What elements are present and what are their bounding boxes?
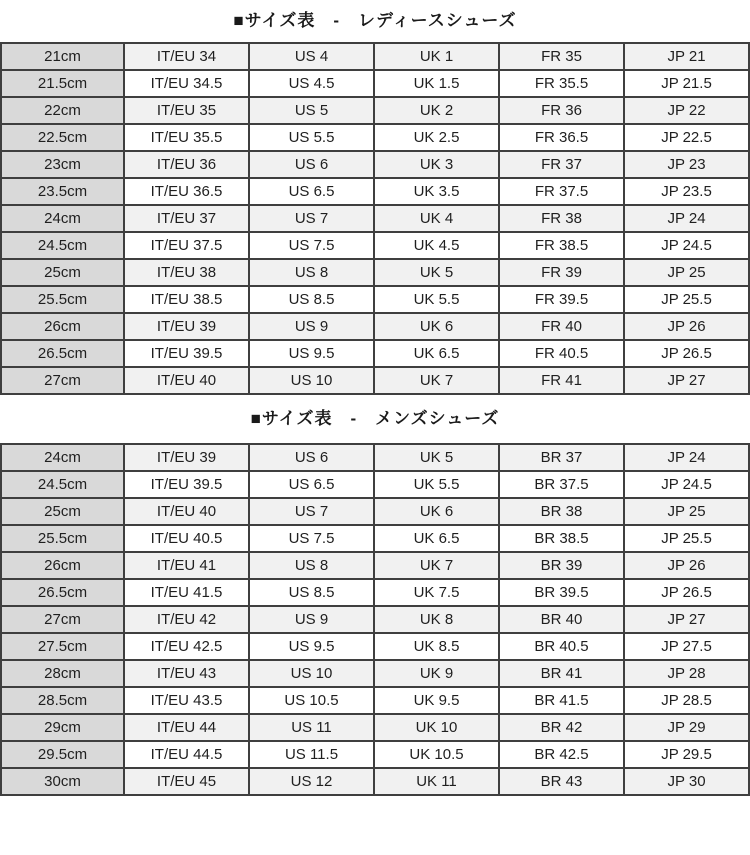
size-it-eu-cell: IT/EU 41.5 [124, 579, 249, 606]
size-us-cell: US 9.5 [249, 340, 374, 367]
size-cm-cell: 22cm [1, 97, 124, 124]
ladies-size-table [0, 42, 750, 395]
size-fr-br-cell: BR 38.5 [499, 525, 624, 552]
size-it-eu-cell: IT/EU 40.5 [124, 525, 249, 552]
size-uk-cell: UK 5 [374, 444, 499, 471]
size-fr-br-cell: BR 38 [499, 498, 624, 525]
size-jp-cell: JP 26.5 [624, 340, 749, 367]
size-it-eu-cell: IT/EU 34 [124, 43, 249, 70]
size-it-eu-cell: IT/EU 42 [124, 606, 249, 633]
size-uk-cell: UK 6 [374, 313, 499, 340]
size-it-eu-cell: IT/EU 45 [124, 768, 249, 795]
size-uk-cell: UK 7 [374, 552, 499, 579]
size-fr-br-cell: BR 42.5 [499, 741, 624, 768]
size-uk-cell: UK 8 [374, 606, 499, 633]
size-jp-cell: JP 25 [624, 259, 749, 286]
mens-size-section [0, 395, 750, 796]
size-it-eu-cell: IT/EU 39 [124, 444, 249, 471]
size-jp-cell: JP 27 [624, 367, 749, 394]
size-uk-cell: UK 2.5 [374, 124, 499, 151]
size-cm-cell: 27cm [1, 606, 124, 633]
size-cm-cell: 30cm [1, 768, 124, 795]
size-cm-cell: 29.5cm [1, 741, 124, 768]
size-us-cell: US 4 [249, 43, 374, 70]
size-cm-cell: 23cm [1, 151, 124, 178]
size-it-eu-cell: IT/EU 40 [124, 367, 249, 394]
size-us-cell: US 8.5 [249, 579, 374, 606]
size-uk-cell: UK 2 [374, 97, 499, 124]
size-jp-cell: JP 28.5 [624, 687, 749, 714]
size-fr-br-cell: FR 40.5 [499, 340, 624, 367]
size-us-cell: US 4.5 [249, 70, 374, 97]
size-jp-cell: JP 25.5 [624, 525, 749, 552]
table-row [1, 768, 749, 795]
table-row [1, 124, 749, 151]
size-us-cell: US 7.5 [249, 525, 374, 552]
size-fr-br-cell: BR 40 [499, 606, 624, 633]
size-uk-cell: UK 9.5 [374, 687, 499, 714]
size-uk-cell: UK 7 [374, 367, 499, 394]
size-cm-cell: 25.5cm [1, 286, 124, 313]
size-it-eu-cell: IT/EU 43 [124, 660, 249, 687]
table-row [1, 498, 749, 525]
table-row [1, 714, 749, 741]
size-jp-cell: JP 24.5 [624, 471, 749, 498]
mens-table-title: ■サイズ表 - メンズシューズ [250, 409, 500, 428]
size-jp-cell: JP 27 [624, 606, 749, 633]
size-cm-cell: 25.5cm [1, 525, 124, 552]
size-cm-cell: 23.5cm [1, 178, 124, 205]
table-row [1, 525, 749, 552]
size-us-cell: US 8.5 [249, 286, 374, 313]
size-cm-cell: 25cm [1, 259, 124, 286]
size-fr-br-cell: BR 42 [499, 714, 624, 741]
size-jp-cell: JP 23.5 [624, 178, 749, 205]
size-it-eu-cell: IT/EU 41 [124, 552, 249, 579]
size-uk-cell: UK 6.5 [374, 525, 499, 552]
size-fr-br-cell: FR 40 [499, 313, 624, 340]
size-fr-br-cell: FR 36 [499, 97, 624, 124]
size-us-cell: US 9.5 [249, 633, 374, 660]
table-row [1, 444, 749, 471]
ladies-size-section [0, 0, 750, 395]
size-jp-cell: JP 27.5 [624, 633, 749, 660]
table-row [1, 151, 749, 178]
size-cm-cell: 29cm [1, 714, 124, 741]
size-uk-cell: UK 8.5 [374, 633, 499, 660]
size-fr-br-cell: FR 38.5 [499, 232, 624, 259]
size-us-cell: US 11.5 [249, 741, 374, 768]
size-cm-cell: 26.5cm [1, 340, 124, 367]
size-jp-cell: JP 24.5 [624, 232, 749, 259]
table-row [1, 70, 749, 97]
size-uk-cell: UK 6.5 [374, 340, 499, 367]
size-us-cell: US 10 [249, 367, 374, 394]
size-fr-br-cell: FR 35.5 [499, 70, 624, 97]
size-cm-cell: 27cm [1, 367, 124, 394]
size-fr-br-cell: FR 36.5 [499, 124, 624, 151]
size-fr-br-cell: FR 41 [499, 367, 624, 394]
size-uk-cell: UK 11 [374, 768, 499, 795]
size-uk-cell: UK 1 [374, 43, 499, 70]
size-cm-cell: 24.5cm [1, 471, 124, 498]
size-jp-cell: JP 30 [624, 768, 749, 795]
size-cm-cell: 24cm [1, 205, 124, 232]
size-jp-cell: JP 29.5 [624, 741, 749, 768]
size-fr-br-cell: BR 37.5 [499, 471, 624, 498]
size-jp-cell: JP 26.5 [624, 579, 749, 606]
size-us-cell: US 6 [249, 444, 374, 471]
size-fr-br-cell: FR 39 [499, 259, 624, 286]
table-row [1, 660, 749, 687]
table-row [1, 606, 749, 633]
table-row [1, 579, 749, 606]
size-jp-cell: JP 24 [624, 444, 749, 471]
size-us-cell: US 6.5 [249, 471, 374, 498]
size-it-eu-cell: IT/EU 34.5 [124, 70, 249, 97]
table-row [1, 259, 749, 286]
size-us-cell: US 12 [249, 768, 374, 795]
size-it-eu-cell: IT/EU 40 [124, 498, 249, 525]
size-jp-cell: JP 21.5 [624, 70, 749, 97]
size-fr-br-cell: BR 43 [499, 768, 624, 795]
size-cm-cell: 26.5cm [1, 579, 124, 606]
size-jp-cell: JP 28 [624, 660, 749, 687]
size-jp-cell: JP 21 [624, 43, 749, 70]
size-cm-cell: 24cm [1, 444, 124, 471]
size-fr-br-cell: BR 40.5 [499, 633, 624, 660]
size-fr-br-cell: BR 41.5 [499, 687, 624, 714]
table-row [1, 178, 749, 205]
size-fr-br-cell: FR 39.5 [499, 286, 624, 313]
size-uk-cell: UK 4 [374, 205, 499, 232]
size-uk-cell: UK 10.5 [374, 741, 499, 768]
size-jp-cell: JP 26 [624, 552, 749, 579]
size-it-eu-cell: IT/EU 39.5 [124, 471, 249, 498]
table-row [1, 313, 749, 340]
size-uk-cell: UK 1.5 [374, 70, 499, 97]
table-row [1, 43, 749, 70]
ladies-table-title: ■サイズ表 - レディースシューズ [233, 11, 517, 30]
size-it-eu-cell: IT/EU 44.5 [124, 741, 249, 768]
table-row [1, 97, 749, 124]
size-fr-br-cell: FR 37 [499, 151, 624, 178]
size-jp-cell: JP 22 [624, 97, 749, 124]
size-us-cell: US 9 [249, 606, 374, 633]
table-row [1, 741, 749, 768]
size-uk-cell: UK 10 [374, 714, 499, 741]
size-cm-cell: 28cm [1, 660, 124, 687]
size-it-eu-cell: IT/EU 37.5 [124, 232, 249, 259]
size-uk-cell: UK 3 [374, 151, 499, 178]
size-us-cell: US 10.5 [249, 687, 374, 714]
size-jp-cell: JP 25.5 [624, 286, 749, 313]
size-uk-cell: UK 7.5 [374, 579, 499, 606]
size-fr-br-cell: FR 37.5 [499, 178, 624, 205]
size-cm-cell: 24.5cm [1, 232, 124, 259]
size-cm-cell: 25cm [1, 498, 124, 525]
size-uk-cell: UK 5.5 [374, 471, 499, 498]
size-us-cell: US 11 [249, 714, 374, 741]
size-fr-br-cell: BR 37 [499, 444, 624, 471]
size-cm-cell: 21cm [1, 43, 124, 70]
size-us-cell: US 7 [249, 498, 374, 525]
size-us-cell: US 5 [249, 97, 374, 124]
size-it-eu-cell: IT/EU 39 [124, 313, 249, 340]
size-fr-br-cell: BR 39 [499, 552, 624, 579]
size-cm-cell: 27.5cm [1, 633, 124, 660]
size-cm-cell: 22.5cm [1, 124, 124, 151]
size-it-eu-cell: IT/EU 35 [124, 97, 249, 124]
size-cm-cell: 28.5cm [1, 687, 124, 714]
mens-size-table [0, 443, 750, 796]
size-uk-cell: UK 4.5 [374, 232, 499, 259]
size-us-cell: US 7 [249, 205, 374, 232]
size-it-eu-cell: IT/EU 37 [124, 205, 249, 232]
size-us-cell: US 10 [249, 660, 374, 687]
size-it-eu-cell: IT/EU 44 [124, 714, 249, 741]
size-jp-cell: JP 22.5 [624, 124, 749, 151]
size-jp-cell: JP 29 [624, 714, 749, 741]
size-it-eu-cell: IT/EU 38 [124, 259, 249, 286]
size-it-eu-cell: IT/EU 43.5 [124, 687, 249, 714]
size-fr-br-cell: BR 41 [499, 660, 624, 687]
size-it-eu-cell: IT/EU 36 [124, 151, 249, 178]
size-uk-cell: UK 3.5 [374, 178, 499, 205]
size-fr-br-cell: FR 38 [499, 205, 624, 232]
size-fr-br-cell: FR 35 [499, 43, 624, 70]
size-us-cell: US 6 [249, 151, 374, 178]
size-it-eu-cell: IT/EU 36.5 [124, 178, 249, 205]
size-us-cell: US 9 [249, 313, 374, 340]
table-row [1, 286, 749, 313]
size-it-eu-cell: IT/EU 38.5 [124, 286, 249, 313]
table-row [1, 471, 749, 498]
size-us-cell: US 8 [249, 259, 374, 286]
size-us-cell: US 6.5 [249, 178, 374, 205]
size-it-eu-cell: IT/EU 42.5 [124, 633, 249, 660]
size-jp-cell: JP 24 [624, 205, 749, 232]
size-cm-cell: 26cm [1, 552, 124, 579]
size-us-cell: US 7.5 [249, 232, 374, 259]
table-row [1, 205, 749, 232]
size-uk-cell: UK 6 [374, 498, 499, 525]
size-uk-cell: UK 5.5 [374, 286, 499, 313]
size-jp-cell: JP 26 [624, 313, 749, 340]
size-jp-cell: JP 23 [624, 151, 749, 178]
table-row [1, 687, 749, 714]
size-cm-cell: 26cm [1, 313, 124, 340]
table-row [1, 367, 749, 394]
table-row [1, 552, 749, 579]
size-jp-cell: JP 25 [624, 498, 749, 525]
table-row [1, 340, 749, 367]
table-row [1, 232, 749, 259]
table-row [1, 633, 749, 660]
size-it-eu-cell: IT/EU 35.5 [124, 124, 249, 151]
size-us-cell: US 5.5 [249, 124, 374, 151]
size-fr-br-cell: BR 39.5 [499, 579, 624, 606]
size-cm-cell: 21.5cm [1, 70, 124, 97]
size-uk-cell: UK 5 [374, 259, 499, 286]
size-uk-cell: UK 9 [374, 660, 499, 687]
size-it-eu-cell: IT/EU 39.5 [124, 340, 249, 367]
size-us-cell: US 8 [249, 552, 374, 579]
